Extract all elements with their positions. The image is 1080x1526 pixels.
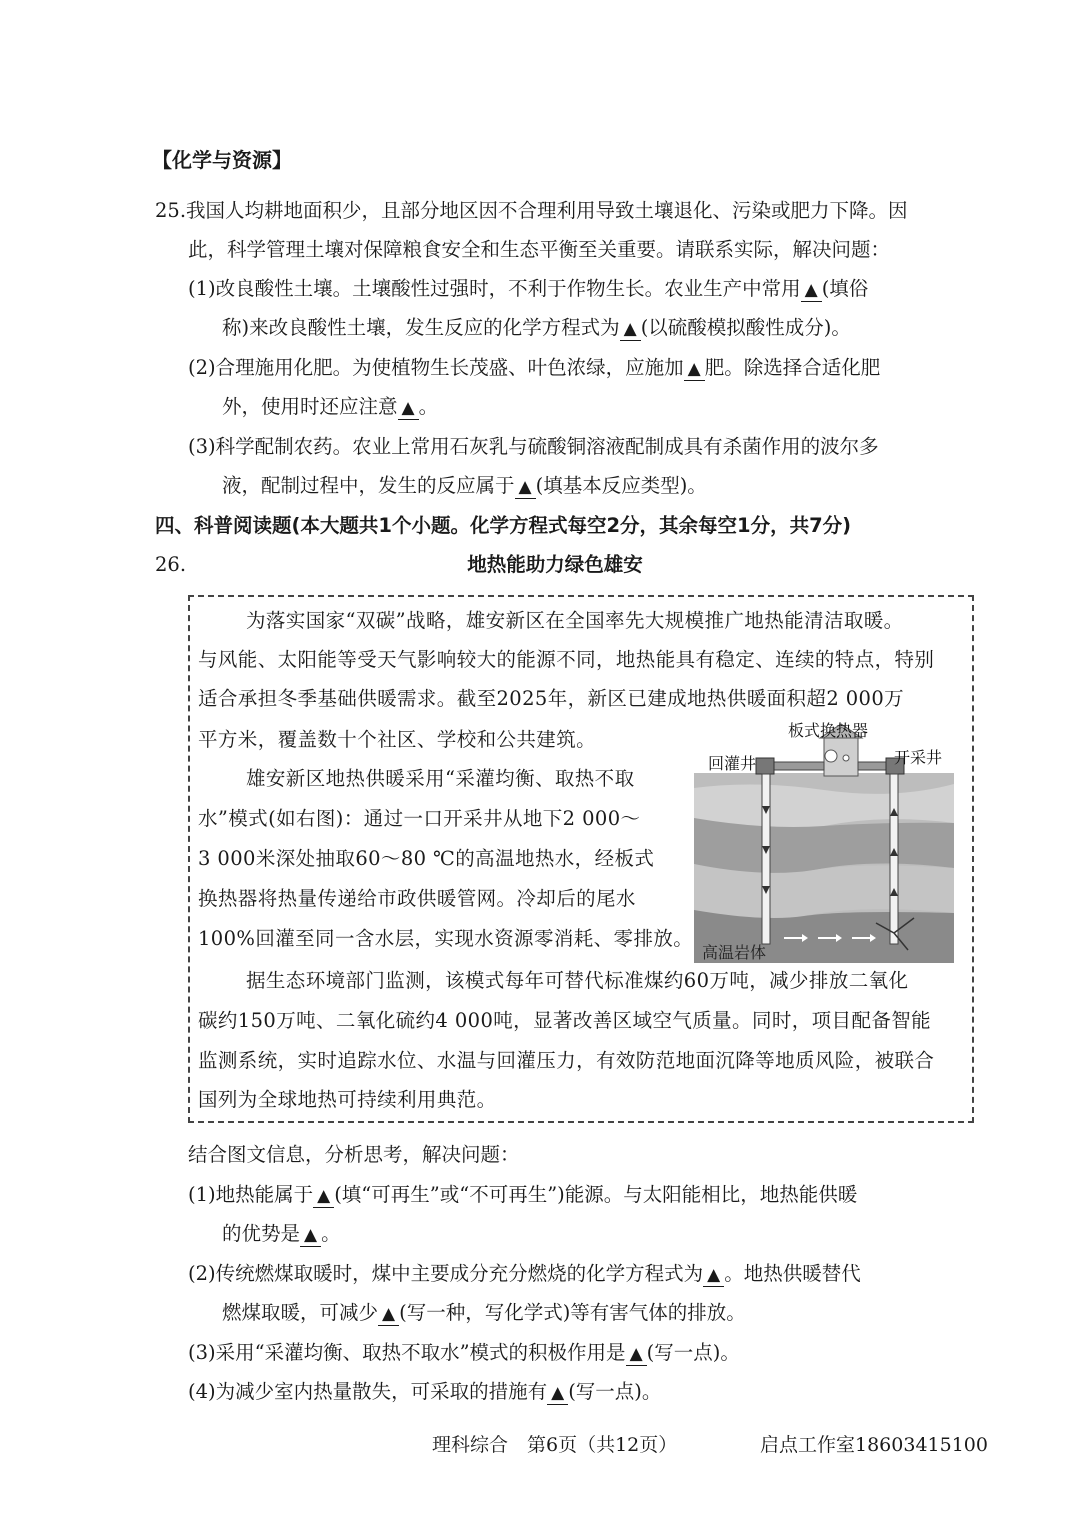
article-line-4: 平方米，覆盖数十个社区、学校和公共建筑。 — [198, 728, 597, 751]
footer-page-info: 理科综合 第6页（共12页） — [432, 1434, 678, 1456]
q25-number: 25. — [155, 199, 187, 222]
q25-stem-line2: 此，科学管理土壤对保障粮食安全和生态平衡至关重要。请联系实际，解决问题： — [188, 238, 891, 261]
label-hot-rock: 高温岩体 — [702, 943, 767, 962]
article-line-6: 水”模式(如右图)：通过一口开采井从地下2 000～ — [198, 807, 641, 830]
q25-p2-blank2[interactable]: ▲ — [398, 396, 419, 420]
article-line-12: 监测系统，实时追踪水位、水温与回灌压力，有效防范地面沉降等地质风险，被联合 — [198, 1049, 935, 1072]
q26-p2-text-b: 。地热供暖替代 — [724, 1262, 861, 1285]
q25-p1-text-a: (1)改良酸性土壤。土壤酸性过强时，不利于作物生长。农业生产中常用 — [188, 277, 801, 300]
q25-p1-text-d: (以硫酸模拟酸性成分)。 — [640, 316, 851, 339]
article-line-3: 适合承担冬季基础供暖需求。截至2025年，新区已建成地热供暖面积超2 000万 — [198, 687, 905, 710]
q26-number: 26. — [155, 553, 187, 576]
q26-part1-line1 — [188, 1181, 857, 1209]
article-line-13: 国列为全球地热可持续利用典范。 — [198, 1088, 497, 1111]
q25-part2-line1 — [188, 354, 880, 382]
q26-p2-text-a: (2)传统燃煤取暖时，煤中主要成分充分燃烧的化学方程式为 — [188, 1262, 704, 1285]
q26-p1-blank2[interactable]: ▲ — [300, 1223, 321, 1247]
q25-part3-line1: (3)科学配制农药。农业上常用石灰乳与硫酸铜溶液配制成具有杀菌作用的波尔多 — [188, 435, 879, 458]
label-reinjection-well: 回灌井 — [708, 754, 757, 773]
q25-stem-line1 — [155, 197, 908, 225]
q26-p2-blank1[interactable]: ▲ — [703, 1263, 724, 1287]
q26-p2-blank2[interactable]: ▲ — [378, 1302, 399, 1326]
article-line-1: 为落实国家“双碳”战略，雄安新区在全国率先大规模推广地热能清洁取暖。 — [246, 609, 904, 632]
q26-p4-text-a: (4)为减少室内热量散失，可采取的措施有 — [188, 1380, 548, 1403]
q26-p1-text-d: 。 — [321, 1222, 341, 1245]
q25-stem-text1: 我国人均耕地面积少，且部分地区因不合理利用导致土壤退化、污染或肥力下降。因 — [186, 199, 908, 222]
q25-p1-text-c: 称)来改良酸性土壤，发生反应的化学方程式为 — [222, 316, 620, 339]
q25-p1-text-b: (填俗 — [821, 277, 869, 300]
q25-p2-text-b: 肥。除选择合适化肥 — [704, 356, 881, 379]
q26-p1-text-b: (填“可再生”或“不可再生”)能源。与太阳能相比，地热能供暖 — [334, 1183, 858, 1206]
q25-p1-blank2[interactable]: ▲ — [620, 317, 641, 341]
q26-p1-text-c: 的优势是 — [222, 1222, 301, 1245]
q25-p3-text-c: (填基本反应类型)。 — [535, 474, 707, 497]
q26-p3-text-a: (3)采用“采灌均衡、取热不取水”模式的积极作用是 — [188, 1341, 626, 1364]
label-plate-exchanger: 板式换热器 — [788, 721, 869, 740]
q25-part1-line1 — [188, 275, 868, 303]
article-line-5: 雄安新区地热供暖采用“采灌均衡、取热不取 — [246, 767, 635, 790]
q26-part1-line2 — [222, 1220, 341, 1248]
q25-part1-line2 — [222, 314, 851, 342]
q25-part3-line2 — [222, 472, 707, 500]
q26-p1-blank1[interactable]: ▲ — [313, 1184, 334, 1208]
q25-p3-blank[interactable]: ▲ — [515, 475, 536, 499]
article-line-8: 换热器将热量传递给市政供暖管网。冷却后的尾水 — [198, 887, 636, 910]
q26-p3-blank[interactable]: ▲ — [626, 1342, 647, 1366]
q25-p2-blank1[interactable]: ▲ — [684, 357, 705, 381]
article-line-9: 100%回灌至同一含水层，实现水资源零消耗、零排放。 — [198, 927, 694, 950]
footer-studio-contact: 启点工作室18603415100 — [760, 1434, 988, 1456]
article-line-2: 与风能、太阳能等受天气影响较大的能源不同，地热能具有稳定、连续的特点，特别 — [198, 648, 935, 671]
q26-p3-text-b: (写一点)。 — [646, 1341, 740, 1364]
geothermal-diagram — [694, 718, 954, 963]
q25-p2-text-a: (2)合理施用化肥。为使植物生长茂盛、叶色浓绿，应施加 — [188, 356, 684, 379]
q26-p2-text-c: 燃煤取暖，可减少 — [222, 1301, 379, 1324]
q25-p1-blank1[interactable]: ▲ — [801, 278, 822, 302]
q26-p1-text-a: (1)地热能属于 — [188, 1183, 314, 1206]
q26-p4-blank[interactable]: ▲ — [547, 1381, 568, 1405]
article-line-11: 碳约150万吨、二氧化硫约4 000吨，显著改善区域空气质量。同时，项目配备智能 — [198, 1009, 932, 1032]
q26-part2-line1 — [188, 1260, 861, 1288]
article-line-10: 据生态环境部门监测，该模式每年可替代标准煤约60万吨，减少排放二氧化 — [246, 969, 909, 992]
q26-prompt: 结合图文信息，分析思考，解决问题： — [188, 1143, 520, 1166]
section-heading: 【化学与资源】 — [152, 148, 292, 172]
q26-part4-line — [188, 1378, 661, 1406]
q26-title: 地热能助力绿色雄安 — [467, 553, 643, 576]
q26-part2-line2 — [222, 1299, 746, 1327]
section4-heading: 四、科普阅读题(本大题共1个小题。化学方程式每空2分，其余每空1分，共7分) — [155, 514, 852, 537]
q25-p3-text-b: 液，配制过程中，发生的反应属于 — [222, 474, 515, 497]
q26-p4-text-b: (写一点)。 — [568, 1380, 662, 1403]
article-line-7: 3 000米深处抽取60～80 ℃的高温地热水，经板式 — [198, 847, 655, 870]
label-extraction-well: 开采井 — [894, 748, 943, 767]
q26-part3-line — [188, 1339, 740, 1367]
q25-p2-text-c: 外，使用时还应注意 — [222, 395, 398, 418]
q25-part2-line2 — [222, 393, 438, 421]
q26-p2-text-d: (写一种，写化学式)等有害气体的排放。 — [399, 1301, 746, 1324]
q25-p2-text-d: 。 — [418, 395, 439, 418]
